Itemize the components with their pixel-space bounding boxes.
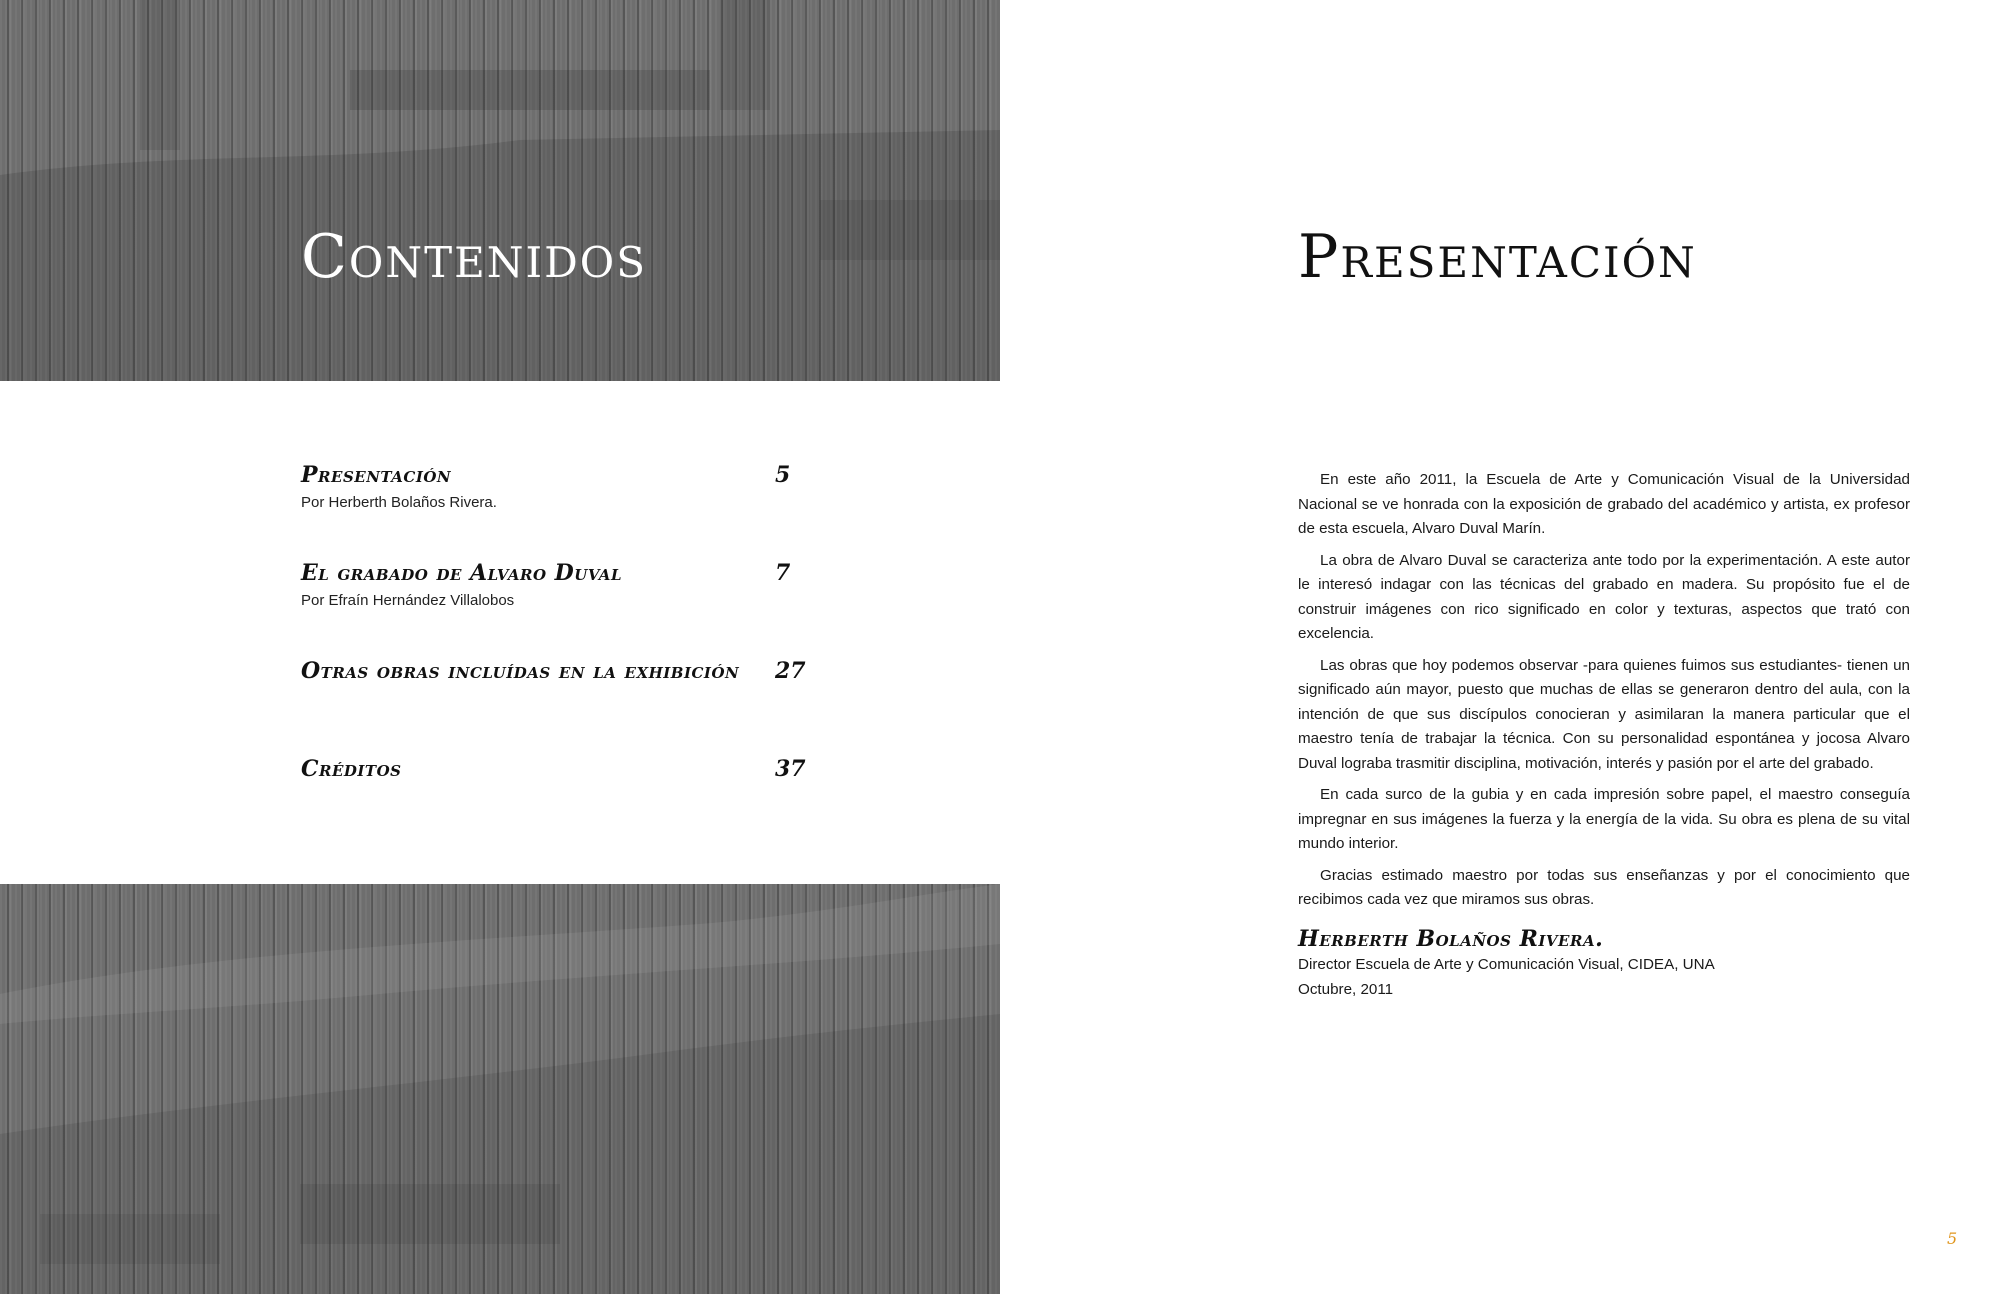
paragraph: En cada surco de la gubia y en cada impresión sobre papel, el maestro conseguía impregnar en sus imágenes la fuerza y la energía de la vida. Su obra es plena de su vital mundo interior. [1298,786,1910,852]
paragraph: Gracias estimado maestro por todas sus enseñanzas y por el conocimiento que recibimos cada vez que miramos sus obras. [1298,866,1910,908]
toc-entry-author: Por Efraín Hernández Villalobos [301,592,515,609]
texture-shapes-bottom [0,884,1000,1294]
toc-entry-page: 27 [775,658,806,684]
presentation-body [1298,468,1910,920]
contents-title: Contenidos [301,222,647,292]
signature-name: Herberth Bolaños Rivera. [1298,926,1604,952]
paragraph: La obra de Alvaro Duval se caracteriza ante todo por la experimentación. A este autor le interesó indagar con las técnicas del grabado en madera. Su propósito fue el de construir imágenes con rico significado en color y texturas, aspectos que trató con excelencia. [1298,551,1910,642]
toc-entry-title[interactable]: Créditos [301,756,402,782]
woodcut-texture-bottom [0,884,1000,1294]
toc-entry-title[interactable]: Presentación [301,462,452,488]
presentation-title: Presentación [1298,222,1697,292]
toc-entry-page: 7 [775,560,791,586]
toc-entry-author: Por Herberth Bolaños Rivera. [301,494,497,511]
woodcut-texture-top [0,0,1000,381]
paragraph: En este año 2011, la Escuela de Arte y Comunicación Visual de la Universidad Nacional se ve honrada con la exposición de grabado del académico y artista, ex profesor de esta escuela, Alvaro Duval Marín. [1298,471,1910,537]
signature-date: Octubre, 2011 [1298,981,1394,998]
right-page [1000,0,2000,1294]
toc-entry-page: 37 [775,756,806,782]
paragraph: Las obras que hoy podemos observar -para quienes fuimos sus estudiantes- tienen un significado aún mayor, puesto que muchas de ellas se generaron dentro del aula, con la intención de que sus discípulos conocieran y asimilaran la manera particular que el maestro tenía de trabajar la técnica. Con su personalidad espontánea y jocosa Alvaro Duval lograba trasmitir disciplina, motivación, interés y pasión por el arte del grabado. [1298,656,1910,772]
toc-entry-page: 5 [775,462,791,488]
page-number: 5 [1947,1229,1958,1248]
toc-entry-title[interactable]: El grabado de Alvaro Duval [301,560,622,586]
texture-shapes-top [0,0,1000,381]
signature-role: Director Escuela de Arte y Comunicación Visual, CIDEA, UNA [1298,956,1715,973]
toc-entry-title[interactable]: Otras obras incluídas en la exhibición [301,658,740,684]
